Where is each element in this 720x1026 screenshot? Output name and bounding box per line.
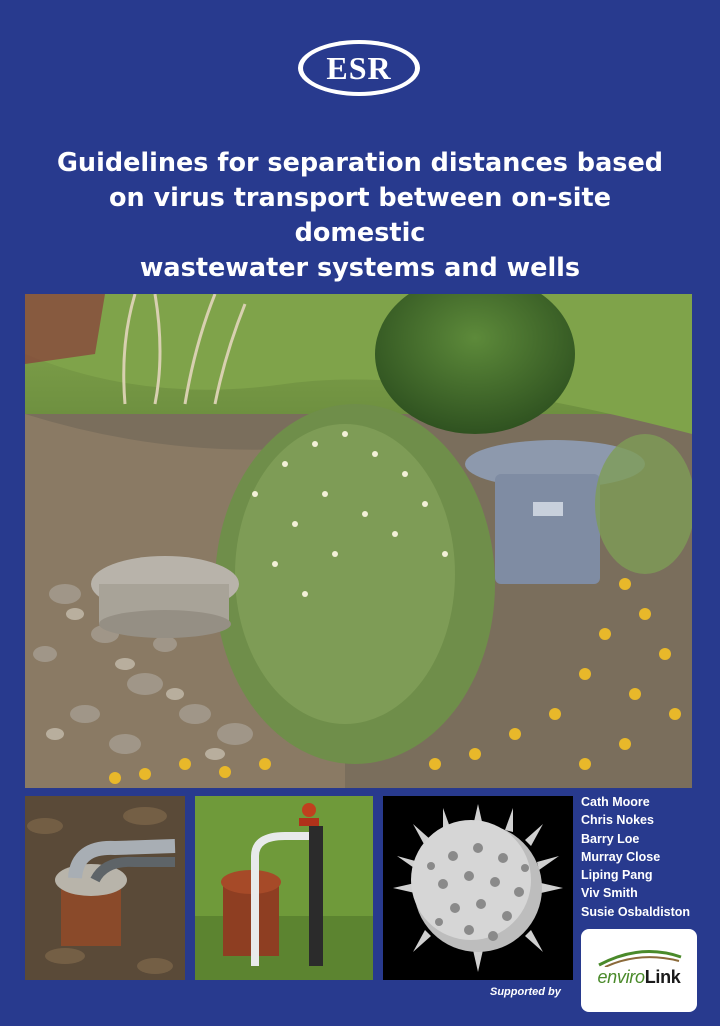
envirolink-logo-text <box>587 967 691 988</box>
title-line-1: Guidelines for separation distances based <box>57 148 663 178</box>
author-name: Chris Nokes <box>581 813 654 828</box>
wellhead-tap-photo <box>195 796 373 980</box>
virus-image <box>383 796 573 980</box>
author-name: Susie Osbaldiston <box>581 904 691 919</box>
esr-logo-text: ESR <box>303 44 415 92</box>
title-line-2: on virus transport between on-site domestic <box>109 183 611 248</box>
author-name: Viv Smith <box>581 886 638 901</box>
envirolink-logo <box>581 929 697 1012</box>
main-garden-photo <box>25 294 692 788</box>
author-name: Liping Pang <box>581 868 653 883</box>
title-line-3: wastewater systems and wells <box>139 253 581 283</box>
envirolink-arc-icon <box>595 947 685 967</box>
envirolink-logo-part-enviro: enviro <box>597 967 645 987</box>
supported-by-label: Supported by <box>490 986 561 998</box>
report-title <box>40 146 680 286</box>
author-name: Murray Close <box>581 849 661 864</box>
author-list <box>581 793 717 921</box>
wellhead-pipe-photo <box>25 796 185 980</box>
esr-logo <box>298 40 420 96</box>
envirolink-logo-part-link: Link <box>644 967 681 987</box>
author-name: Barry Loe <box>581 831 640 846</box>
author-name: Cath Moore <box>581 795 650 809</box>
